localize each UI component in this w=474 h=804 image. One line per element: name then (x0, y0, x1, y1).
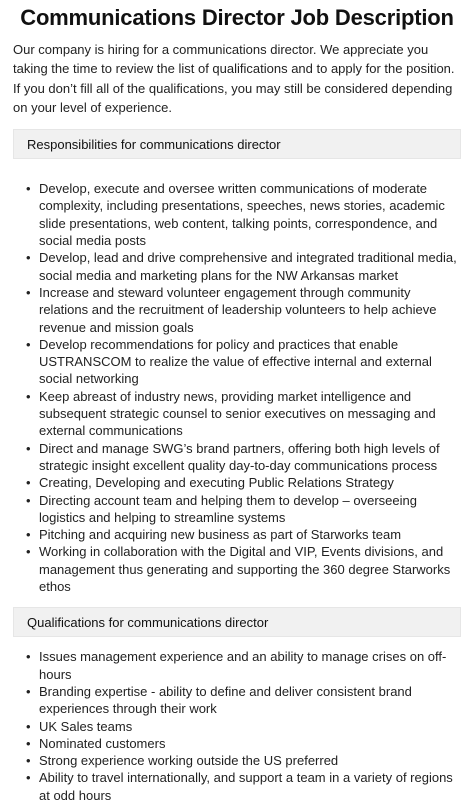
bullet-icon: • (26, 475, 31, 491)
list-item (13, 648, 461, 683)
list-item (13, 752, 461, 769)
bullet-icon: • (26, 527, 31, 543)
bullet-icon: • (26, 544, 31, 560)
bullet-icon: • (26, 492, 31, 508)
page-title: Communications Director Job Description (20, 5, 454, 30)
bullet-icon: • (26, 388, 31, 404)
list-item-text: Branding expertise - ability to define and deliver consistent brand experiences through their work (39, 683, 412, 717)
list-item-text: Direct and manage SWG’s brand partners, offering both high levels of strategic insight excellent quality day-to-day communications process (39, 440, 440, 473)
list-item (13, 388, 461, 440)
bullet-icon: • (26, 753, 31, 769)
responsibilities-list (13, 180, 461, 595)
list-item (13, 474, 461, 491)
qualifications-list (13, 648, 461, 804)
list-item (13, 543, 461, 595)
list-item (13, 683, 461, 718)
list-item (13, 284, 461, 336)
qualifications-header: Qualifications for communications director (13, 607, 461, 637)
bullet-icon: • (26, 649, 31, 665)
list-item-text: Issues management experience and an ability to manage crises on off-hours (39, 649, 447, 682)
bullet-icon: • (26, 250, 31, 266)
list-item (13, 526, 461, 543)
list-item-text: Directing account team and helping them to develop – overseeing logistics and helping to streamline systems (39, 492, 417, 525)
list-item-text: Working in collaboration with the Digital and VIP, Events divisions, and management thus generating and supporting the 360 degree Starworks ethos (39, 544, 451, 595)
bullet-icon: • (26, 735, 31, 751)
bullet-icon: • (26, 181, 31, 197)
bullet-icon: • (26, 770, 31, 786)
list-item-text: Keep abreast of industry news, providing market intelligence and subsequent strategic counsel to senior executives on messaging and external communications (39, 388, 436, 439)
bullet-icon: • (26, 336, 31, 352)
list-item-text: Develop, execute and oversee written communications of moderate complexity, including presentations, speeches, news stories, academic slide presentations, web content, talking points, correspondence, and social media posts (39, 181, 445, 249)
list-item-text: Pitching and acquiring new business as part of Starworks team (39, 527, 402, 543)
list-item-text: Nominated customers (39, 735, 166, 751)
bullet-icon: • (26, 284, 31, 300)
list-item (13, 180, 461, 249)
list-item-text: Develop, lead and drive comprehensive and integrated traditional media, social media and marketing plans for the NW Arkansas market (39, 250, 457, 283)
list-item (13, 735, 461, 752)
responsibilities-header: Responsibilities for communications director (13, 129, 461, 159)
list-item-text: Ability to travel internationally, and support a team in a variety of regions at odd hours (39, 770, 453, 803)
bullet-icon: • (26, 440, 31, 456)
list-item-text: UK Sales teams (39, 718, 133, 734)
list-item (13, 249, 461, 284)
list-item-text: Strong experience working outside the US preferred (39, 753, 339, 769)
list-item-text: Creating, Developing and executing Public Relations Strategy (39, 475, 394, 491)
bullet-icon: • (26, 718, 31, 734)
intro-paragraph: Our company is hiring for a communications director. We appreciate you taking the time to review the list of qualifications and to apply for the position. If you don’t fill all of the qualifications, you may still be considered depending on your level of experience. (13, 42, 455, 115)
bullet-icon: • (26, 683, 31, 699)
list-item (13, 492, 461, 527)
list-item (13, 440, 461, 475)
list-item-text: Increase and steward volunteer engagement through community relations and the recruitment of leadership volunteers to help achieve revenue and mission goals (39, 284, 437, 335)
list-item (13, 718, 461, 735)
list-item-text: Develop recommendations for policy and practices that enable USTRANSCOM to realize the value of effective internal and external social networking (39, 336, 432, 387)
list-item (13, 336, 461, 388)
